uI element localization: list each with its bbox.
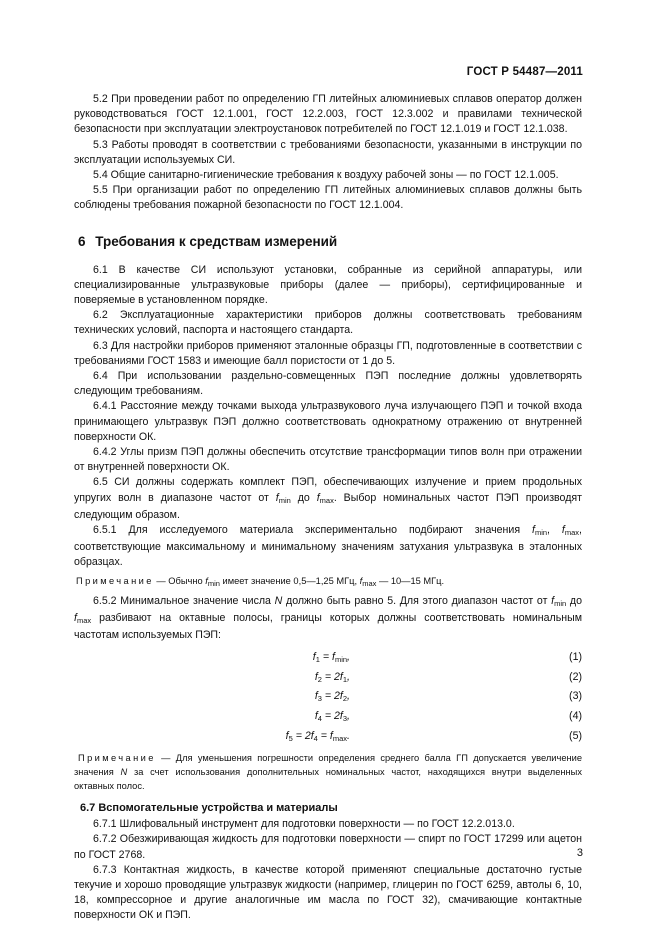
text-run: — Обычно [153, 575, 206, 586]
paragraph-6-1: 6.1 В качестве СИ используют установки, собранные из серийной аппаратуры, или специализированные ультразвуковые приборы (далее — приборы), сертифицированные и поверяемые в установленном порядке. [74, 263, 582, 307]
symbol-f: f [275, 491, 279, 504]
text-run: должно быть равно 5. Для этого диапазон частот от [282, 594, 552, 607]
subscript-max: max [362, 578, 377, 588]
formula-tail: , [347, 651, 350, 664]
subscript-min: min [207, 578, 220, 588]
formula-tail: , [347, 710, 350, 723]
text-run: . Выбор номинальных частот ПЭП производят следующим образом. [74, 491, 582, 521]
paragraph-6-7-3: 6.7.3 Контактная жидкость, в качестве которой применяют специальные достаточно густые текучие и хорошо проводящие ультразвук жидкости (например, глицерин по ГОСТ 6259, автолы 6, 10, 18, компрессорное и другие аналогичные им масла по ГОСТ 32), смачивающие контактные поверхности ОК и ПЭП. [74, 863, 582, 922]
section-6-heading [78, 234, 582, 249]
formula-rhs-subscript: 1 [342, 674, 348, 684]
document-header: ГОСТ Р 54487—2011 [466, 66, 583, 78]
text-run: за счет использования дополнительных номинальных частот, находящихся внутри выделенных октавных полос. [74, 767, 582, 792]
symbol-f: f [205, 575, 208, 586]
formula-tail: , [347, 670, 350, 683]
formula-rhs-subscript: min [334, 655, 348, 665]
paragraph-6-4-2: 6.4.2 Углы призм ПЭП должны обеспечить отсутствие трансформации типов волн при отражении от внутренней поверхности ОК. [74, 446, 582, 474]
formula-block [74, 649, 582, 747]
subsection-6-7-title: Вспомогательные устройства и материалы [98, 802, 338, 815]
formula-lhs-subscript: 2 [317, 674, 322, 684]
paragraph-6-7-2: 6.7.2 Обезжиривающая жидкость для подготовки поверхности — спирт по ГОСТ 17299 или ацетон по ГОСТ 2768. [74, 833, 582, 861]
formula-expression [313, 651, 350, 664]
subscript-max: max [564, 528, 580, 538]
note-label: Примечание [78, 753, 156, 764]
formula-lhs-subscript: 3 [317, 694, 322, 704]
subscript-min: min [278, 495, 291, 505]
formula-row [74, 688, 582, 708]
formula-end: . [347, 729, 350, 742]
section-6-number: 6 [78, 233, 86, 249]
symbol-f: f [532, 524, 535, 537]
subsection-6-7-number: 6.7 [80, 802, 96, 815]
paragraph-6-5-2 [74, 594, 582, 644]
formula-expression [286, 730, 350, 743]
formula-expression [315, 671, 350, 684]
formula-lhs-subscript: 4 [317, 714, 322, 724]
equation-number: (3) [569, 690, 582, 703]
paragraph-6-4: 6.4 При использовании раздельно-совмещенных ПЭП последние должны удовлетворять следующим требованиям. [74, 370, 582, 398]
text-run: , соответствующие максимальному и минимальному значениям затухания ультразвука в эталонных образцах. [74, 524, 582, 569]
text-run: 6.5.2 Минимальное значение числа [93, 594, 275, 607]
formula-rhs: = 2f [292, 729, 314, 742]
text-run: — Для уменьшения погрешности определения среднего балла ГП допускается увеличение значения [74, 753, 582, 778]
text-run: имеет значение 0,5—1,25 МГц, [219, 575, 360, 586]
formula-rhs-subscript: 3 [342, 714, 348, 724]
note-label: Примечание [76, 575, 154, 586]
section-6-title: Требования к средствам измерений [95, 233, 338, 249]
formula-tail-subscript: max [332, 733, 348, 743]
formula-row [74, 649, 582, 669]
paragraph-6-5-1 [74, 523, 582, 571]
formula-expression [315, 710, 350, 723]
formula-lhs-subscript: 5 [288, 733, 293, 743]
formula-lhs: f [314, 690, 318, 703]
formula-rhs: = 2f [321, 690, 343, 703]
formula-lhs: f [312, 651, 316, 664]
subscript-min: min [554, 598, 567, 608]
note-1 [74, 574, 582, 591]
note-2 [74, 751, 582, 793]
paragraph-6-5 [74, 475, 582, 523]
equation-number: (2) [569, 670, 582, 683]
formula-lhs: f [314, 670, 318, 683]
formula-rhs-subscript: 4 [313, 733, 318, 743]
text-run: — 10—15 МГц. [376, 575, 445, 586]
symbol-n: N [120, 767, 128, 778]
formula-expression [315, 690, 350, 703]
text-run: до [566, 594, 582, 607]
formula-tail: , [347, 690, 350, 703]
text-run: , [547, 524, 562, 537]
formula-row [74, 669, 582, 689]
paragraph-6-7-1: 6.7.1 Шлифовальный инструмент для подготовки поверхности — по ГОСТ 12.2.013.0. [93, 818, 515, 831]
subsection-6-7-heading [74, 802, 582, 814]
equation-number: (5) [569, 729, 582, 742]
symbol-f: f [74, 611, 77, 624]
paragraph-5-5: 5.5 При организации работ по определению ГП литейных алюминиевых сплавов должны быть соблюдены требования пожарной безопасности по ГОСТ 12.1.004. [74, 184, 582, 212]
paragraph-5-4: 5.4 Общие санитарно-гигиенические требования к воздуху рабочей зоны — по ГОСТ 12.1.005. [93, 169, 559, 182]
symbol-f: f [551, 594, 555, 607]
page-number: 3 [576, 847, 583, 859]
formula-rhs: = f [319, 651, 335, 664]
paragraph-6-2: 6.2 Эксплуатационные характеристики приборов должны соответствовать требованиям технических условий, паспорта и настоящего стандарта. [74, 309, 582, 337]
subscript-max: max [319, 495, 334, 505]
formula-lhs-subscript: 1 [315, 655, 320, 665]
symbol-f: f [561, 524, 565, 537]
symbol-n: N [274, 594, 283, 607]
formula-row [74, 708, 582, 728]
formula-rhs: = 2f [321, 710, 343, 723]
paragraph-6-3: 6.3 Для настройки приборов применяют эталонные образцы ГП, подготовленные в соответствии с требованиями ГОСТ 1583 и имеющие балл пористости от 1 до 5. [74, 339, 582, 367]
equation-number: (1) [569, 651, 582, 664]
equation-number: (4) [569, 710, 582, 723]
paragraph-5-2: 5.2 При проведении работ по определению ГП литейных алюминиевых сплавов оператор должен руководствоваться ГОСТ 12.1.001, ГОСТ 12.2.003, ГОСТ 12.3.002 и правилами технической безопасности при эксплуатации электроустановок потребителей по ГОСТ 12.1.019 и ГОСТ 12.1.038. [74, 93, 582, 136]
formula-tail: = f [317, 729, 333, 742]
text-run: до [290, 491, 317, 504]
text-run: 6.5 СИ должны содержать комплект ПЭП, обеспечивающих излучение и прием продольных упругих волн в диапазоне частот от [74, 476, 582, 504]
formula-row [74, 728, 582, 748]
formula-rhs-subscript: 2 [342, 694, 348, 704]
subscript-min: min [534, 528, 548, 538]
subscript-max: max [76, 615, 92, 625]
text-run: 6.5.1 Для исследуемого материала экспериментально подбирают значения [93, 524, 532, 537]
text-run: разбивают на октавные полосы, границы которых должны соответствовать номинальным частотам используемых ПЭП: [74, 611, 582, 642]
paragraph-6-4-1: 6.4.1 Расстояние между точками выхода ультразвукового луча излучающего ПЭП и точкой входа принимающего ультразвук ПЭП должно соответствовать однократному отражению от внутренней поверхности ОК. [74, 400, 582, 443]
document-body [74, 92, 582, 924]
formula-rhs: = 2f [321, 670, 343, 683]
formula-lhs: f [314, 710, 318, 723]
paragraph-5-3: 5.3 Работы проводят в соответствии с требованиями безопасности, указанными в инструкции по эксплуатации используемых СИ. [74, 138, 582, 166]
symbol-f: f [316, 491, 320, 504]
formula-lhs: f [285, 729, 289, 742]
symbol-f: f [359, 575, 363, 586]
